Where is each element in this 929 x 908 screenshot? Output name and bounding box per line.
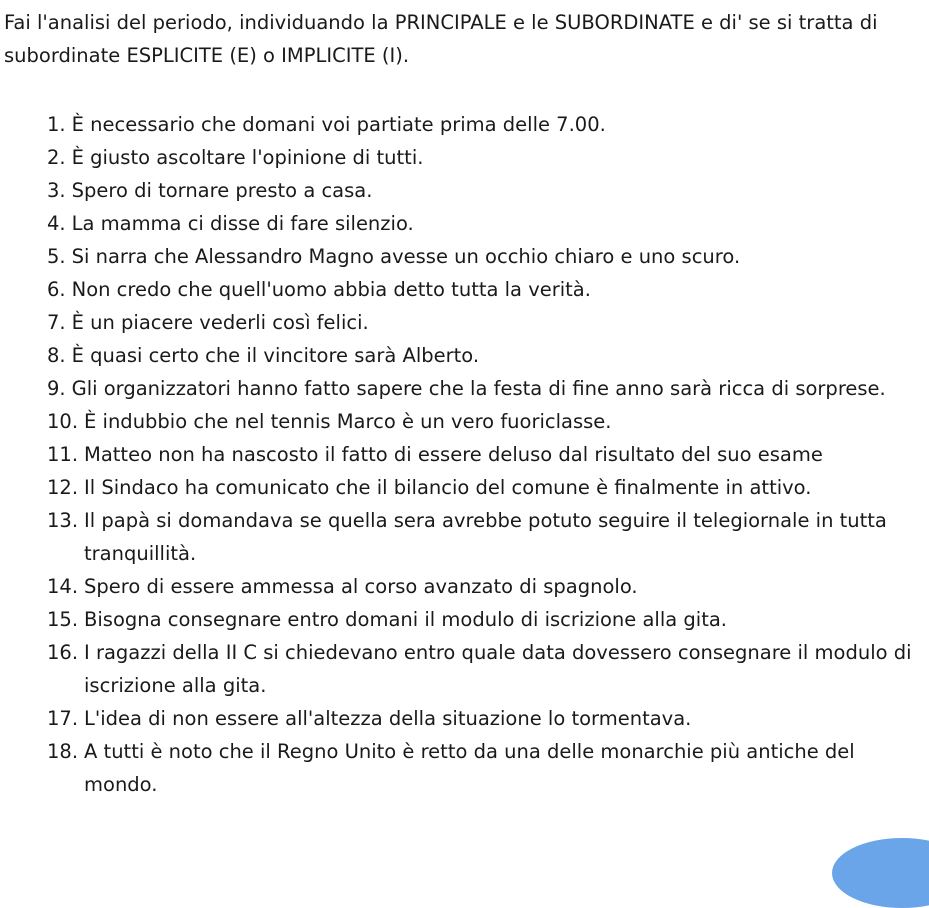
exercise-item-6 [47,273,917,306]
exercise-number: 5. [47,245,66,268]
exercise-item-11 [47,438,917,471]
exercise-item-9 [47,372,917,405]
exercise-number: 1. [47,113,66,136]
exercise-text: I ragazzi della II C si chiedevano entro quale data dovessero consegnare il modulo di iscrizione alla gita. [84,641,912,697]
exercise-text: La mamma ci disse di fare silenzio. [71,212,414,235]
exercise-list [47,108,917,801]
exercise-number: 13. [47,509,79,532]
exercise-text: Il Sindaco ha comunicato che il bilancio del comune è finalmente in attivo. [84,476,812,499]
exercise-text: È quasi certo che il vincitore sarà Alberto. [71,344,480,367]
exercise-text: Spero di essere ammessa al corso avanzato di spagnolo. [84,575,638,598]
exercise-item-18 [47,735,917,801]
exercise-text: Spero di tornare presto a casa. [71,179,373,202]
exercise-number: 8. [47,344,66,367]
exercise-number: 16. [47,641,79,664]
exercise-item-5 [47,240,917,273]
exercise-item-10 [47,405,917,438]
exercise-text: Il papà si domandava se quella sera avrebbe potuto seguire il telegiornale in tutta tranquillità. [84,509,887,565]
exercise-text: È necessario che domani voi partiate prima delle 7.00. [71,113,606,136]
exercise-item-2 [47,141,917,174]
exercise-item-14 [47,570,917,603]
exercise-item-13 [47,504,917,570]
exercise-item-17 [47,702,917,735]
exercise-item-16 [47,636,917,702]
exercise-number: 14. [47,575,79,598]
exercise-text: Bisogna consegnare entro domani il modulo di iscrizione alla gita. [84,608,728,631]
exercise-number: 11. [47,443,79,466]
exercise-item-1 [47,108,917,141]
exercise-number: 2. [47,146,66,169]
exercise-number: 6. [47,278,66,301]
exercise-item-3 [47,174,917,207]
exercise-text: È un piacere vederli così felici. [71,311,369,334]
exercise-number: 18. [47,740,79,763]
exercise-number: 12. [47,476,79,499]
exercise-number: 9. [47,377,66,400]
decorative-blue-shape [832,838,929,908]
exercise-number: 3. [47,179,66,202]
exercise-item-4 [47,207,917,240]
exercise-text: Gli organizzatori hanno fatto sapere che la festa di fine anno sarà ricca di sorprese. [71,377,886,400]
exercise-item-12 [47,471,917,504]
exercise-text: Matteo non ha nascosto il fatto di essere deluso dal risultato del suo esame [84,443,823,466]
exercise-text: È giusto ascoltare l'opinione di tutti. [71,146,424,169]
exercise-text: Si narra che Alessandro Magno avesse un occhio chiaro e uno scuro. [71,245,741,268]
exercise-number: 4. [47,212,66,235]
exercise-number: 7. [47,311,66,334]
exercise-item-8 [47,339,917,372]
exercise-text: Non credo che quell'uomo abbia detto tutta la verità. [71,278,591,301]
exercise-number: 10. [47,410,79,433]
exercise-text: A tutti è noto che il Regno Unito è retto da una delle monarchie più antiche del mondo. [84,740,855,796]
exercise-number: 17. [47,707,79,730]
exercise-item-7 [47,306,917,339]
exercise-text: L'idea di non essere all'altezza della situazione lo tormentava. [84,707,692,730]
instructions-text: Fai l'analisi del periodo, individuando la PRINCIPALE e le SUBORDINATE e di' se si tratta di subordinate ESPLICITE (E) o IMPLICITE (I). [4,11,878,67]
exercise-number: 15. [47,608,79,631]
exercise-item-15 [47,603,917,636]
exercise-text: È indubbio che nel tennis Marco è un vero fuoriclasse. [84,410,612,433]
